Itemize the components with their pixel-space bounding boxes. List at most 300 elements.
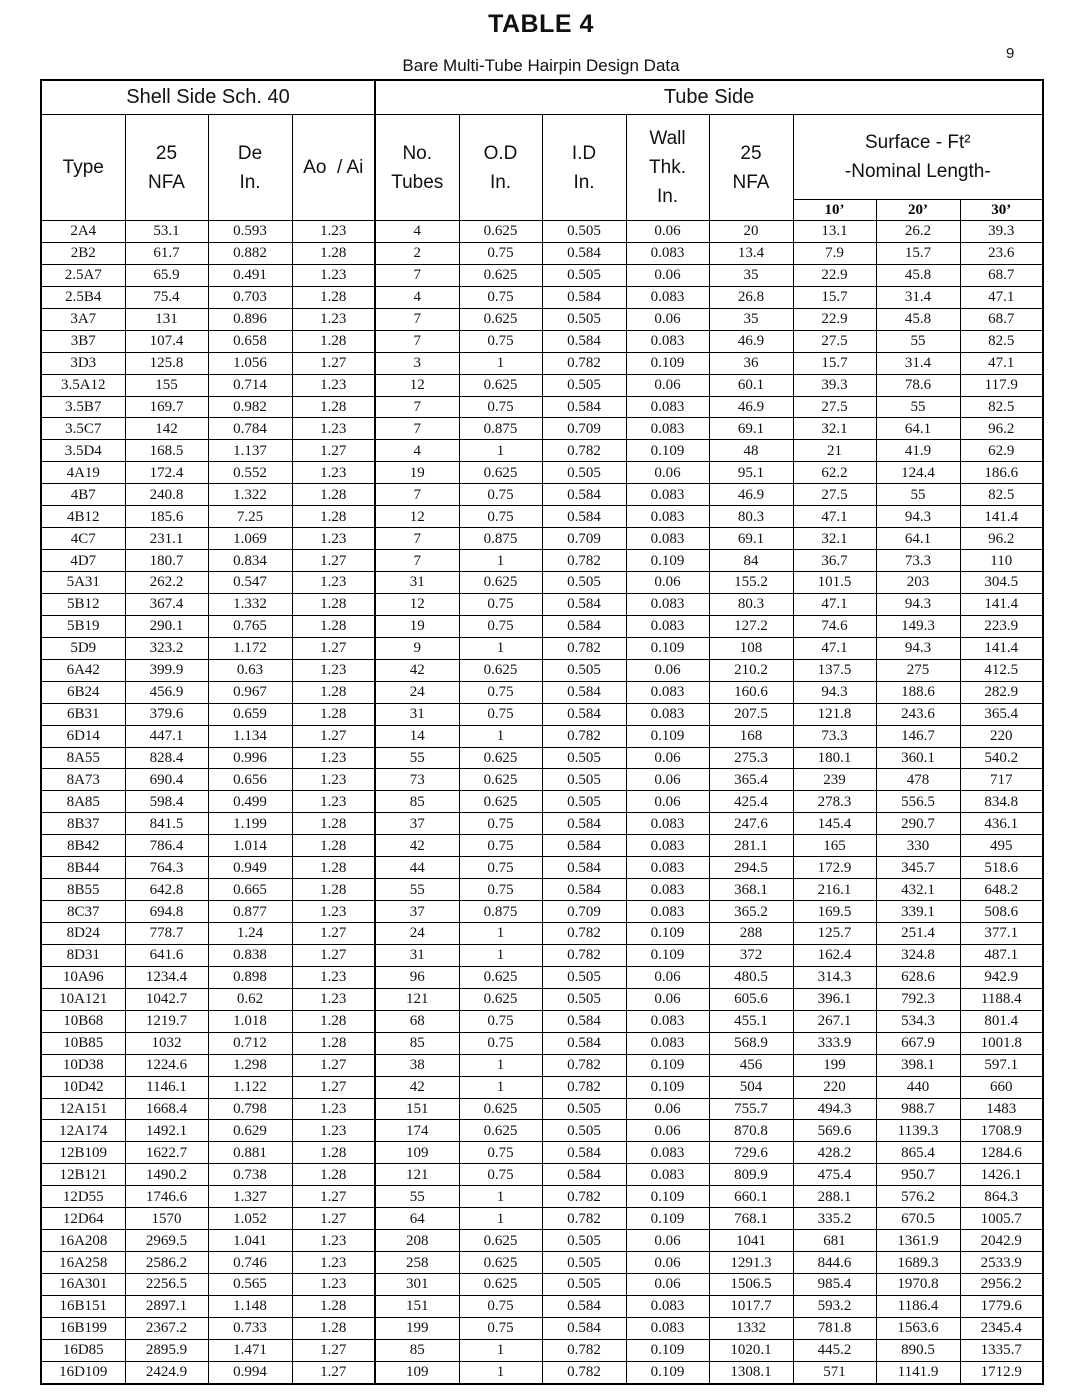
cell-tubes: 121	[375, 988, 459, 1010]
cell-surface-10: 220	[793, 1076, 876, 1098]
table-row	[41, 484, 1043, 506]
cell-ao-ai: 1.27	[292, 550, 375, 572]
cell-wall: 0.083	[626, 330, 709, 352]
cell-surface-20: 31.4	[876, 286, 960, 308]
cell-surface-20: 628.6	[876, 966, 960, 988]
cell-od: 1	[459, 1076, 542, 1098]
cell-id: 0.505	[542, 1098, 626, 1120]
cell-tubes: 7	[375, 484, 459, 506]
cell-od: 0.625	[459, 374, 542, 396]
cell-ao-ai: 1.27	[292, 1208, 375, 1230]
cell-surface-30: 597.1	[960, 1054, 1043, 1076]
cell-de: 0.547	[208, 572, 292, 594]
cell-nfa-tube: 480.5	[709, 966, 793, 988]
cell-surface-20: 41.9	[876, 440, 960, 462]
cell-nfa-shell: 456.9	[125, 681, 208, 703]
cell-type: 2.5A7	[41, 264, 125, 286]
cell-tubes: 258	[375, 1252, 459, 1274]
cell-ao-ai: 1.23	[292, 1274, 375, 1296]
cell-de: 7.25	[208, 506, 292, 528]
cell-surface-20: 55	[876, 484, 960, 506]
table-row	[41, 330, 1043, 352]
cell-surface-10: 494.3	[793, 1098, 876, 1120]
cell-od: 0.75	[459, 681, 542, 703]
cell-nfa-tube: 1041	[709, 1230, 793, 1252]
cell-od: 0.75	[459, 813, 542, 835]
cell-surface-30: 487.1	[960, 944, 1043, 966]
cell-id: 0.584	[542, 1010, 626, 1032]
cell-tubes: 38	[375, 1054, 459, 1076]
table-row	[41, 747, 1043, 769]
col-type	[41, 115, 125, 221]
cell-tubes: 31	[375, 572, 459, 594]
cell-nfa-tube: 768.1	[709, 1208, 793, 1230]
cell-surface-10: 47.1	[793, 637, 876, 659]
cell-surface-10: 199	[793, 1054, 876, 1076]
cell-wall: 0.083	[626, 1142, 709, 1164]
cell-nfa-tube: 48	[709, 440, 793, 462]
cell-nfa-tube: 1020.1	[709, 1339, 793, 1361]
cell-id: 0.782	[542, 1054, 626, 1076]
cell-id: 0.782	[542, 923, 626, 945]
cell-id: 0.782	[542, 1339, 626, 1361]
cell-wall: 0.06	[626, 1274, 709, 1296]
col-wall-line3: In.	[656, 186, 679, 207]
cell-surface-30: 1779.6	[960, 1295, 1043, 1317]
cell-nfa-shell: 2256.5	[125, 1274, 208, 1296]
cell-surface-10: 27.5	[793, 484, 876, 506]
cell-ao-ai: 1.23	[292, 791, 375, 813]
cell-wall: 0.083	[626, 879, 709, 901]
cell-wall: 0.109	[626, 1186, 709, 1208]
cell-id: 0.782	[542, 352, 626, 374]
cell-tubes: 4	[375, 221, 459, 243]
cell-nfa-tube: 809.9	[709, 1164, 793, 1186]
cell-od: 0.75	[459, 286, 542, 308]
cell-id: 0.584	[542, 593, 626, 615]
cell-type: 8C37	[41, 901, 125, 923]
cell-wall: 0.083	[626, 1164, 709, 1186]
cell-id: 0.584	[542, 835, 626, 857]
table-row	[41, 374, 1043, 396]
cell-de: 0.491	[208, 264, 292, 286]
cell-id: 0.584	[542, 1295, 626, 1317]
cell-nfa-tube: 870.8	[709, 1120, 793, 1142]
table-row	[41, 659, 1043, 681]
cell-surface-30: 141.4	[960, 637, 1043, 659]
cell-type: 3A7	[41, 308, 125, 330]
table-row	[41, 901, 1043, 923]
cell-wall: 0.06	[626, 747, 709, 769]
cell-od: 0.75	[459, 1010, 542, 1032]
cell-tubes: 73	[375, 769, 459, 791]
cell-id: 0.584	[542, 506, 626, 528]
cell-wall: 0.109	[626, 923, 709, 945]
cell-nfa-shell: 61.7	[125, 242, 208, 264]
cell-type: 12A174	[41, 1120, 125, 1142]
cell-surface-20: 556.5	[876, 791, 960, 813]
cell-nfa-shell: 65.9	[125, 264, 208, 286]
cell-surface-30: 1335.7	[960, 1339, 1043, 1361]
cell-ao-ai: 1.27	[292, 1361, 375, 1384]
cell-de: 1.332	[208, 593, 292, 615]
cell-type: 8B55	[41, 879, 125, 901]
cell-type: 16A258	[41, 1252, 125, 1274]
cell-type: 8B37	[41, 813, 125, 835]
table-row	[41, 1164, 1043, 1186]
cell-type: 6B24	[41, 681, 125, 703]
cell-nfa-shell: 2969.5	[125, 1230, 208, 1252]
cell-od: 0.75	[459, 879, 542, 901]
cell-tubes: 7	[375, 264, 459, 286]
cell-surface-20: 534.3	[876, 1010, 960, 1032]
table-row	[41, 221, 1043, 243]
cell-nfa-shell: 262.2	[125, 572, 208, 594]
cell-id: 0.505	[542, 1252, 626, 1274]
cell-surface-10: 216.1	[793, 879, 876, 901]
cell-surface-30: 801.4	[960, 1010, 1043, 1032]
cell-ao-ai: 1.23	[292, 221, 375, 243]
cell-wall: 0.083	[626, 506, 709, 528]
cell-wall: 0.083	[626, 286, 709, 308]
cell-surface-10: 121.8	[793, 703, 876, 725]
cell-nfa-shell: 1570	[125, 1208, 208, 1230]
cell-od: 0.625	[459, 747, 542, 769]
cell-de: 1.24	[208, 923, 292, 945]
cell-nfa-tube: 13.4	[709, 242, 793, 264]
cell-nfa-shell: 169.7	[125, 396, 208, 418]
col-nfa-shell-line1: 25	[155, 142, 178, 164]
cell-nfa-shell: 367.4	[125, 593, 208, 615]
cell-surface-20: 26.2	[876, 221, 960, 243]
cell-surface-30: 495	[960, 835, 1043, 857]
table-body	[41, 221, 1043, 1385]
cell-od: 1	[459, 1361, 542, 1384]
cell-nfa-shell: 323.2	[125, 637, 208, 659]
cell-surface-30: 1005.7	[960, 1208, 1043, 1230]
cell-wall: 0.083	[626, 901, 709, 923]
cell-od: 0.875	[459, 528, 542, 550]
cell-nfa-tube: 160.6	[709, 681, 793, 703]
cell-id: 0.584	[542, 1032, 626, 1054]
cell-wall: 0.109	[626, 1339, 709, 1361]
cell-type: 4B12	[41, 506, 125, 528]
cell-od: 0.625	[459, 264, 542, 286]
cell-surface-30: 2042.9	[960, 1230, 1043, 1252]
cell-surface-10: 396.1	[793, 988, 876, 1010]
cell-surface-10: 445.2	[793, 1339, 876, 1361]
cell-nfa-tube: 372	[709, 944, 793, 966]
cell-id: 0.505	[542, 264, 626, 286]
cell-nfa-tube: 281.1	[709, 835, 793, 857]
cell-surface-20: 149.3	[876, 615, 960, 637]
cell-nfa-tube: 1308.1	[709, 1361, 793, 1384]
table-row	[41, 1098, 1043, 1120]
cell-nfa-tube: 365.2	[709, 901, 793, 923]
cell-tubes: 19	[375, 462, 459, 484]
cell-tubes: 3	[375, 352, 459, 374]
cell-id: 0.782	[542, 637, 626, 659]
table-row	[41, 791, 1043, 813]
cell-surface-20: 188.6	[876, 681, 960, 703]
table-row	[41, 988, 1043, 1010]
cell-surface-30: 23.6	[960, 242, 1043, 264]
table-row	[41, 1142, 1043, 1164]
cell-od: 0.75	[459, 1142, 542, 1164]
cell-id: 0.584	[542, 330, 626, 352]
cell-surface-30: 412.5	[960, 659, 1043, 681]
cell-type: 3.5B7	[41, 396, 125, 418]
cell-surface-20: 1361.9	[876, 1230, 960, 1252]
col-od	[459, 115, 542, 221]
cell-surface-30: 68.7	[960, 264, 1043, 286]
cell-ao-ai: 1.27	[292, 1076, 375, 1098]
tube-side-header: Tube Side	[375, 80, 1043, 115]
cell-wall: 0.083	[626, 242, 709, 264]
cell-ao-ai: 1.28	[292, 835, 375, 857]
cell-od: 1	[459, 1339, 542, 1361]
cell-surface-30: 110	[960, 550, 1043, 572]
cell-surface-20: 988.7	[876, 1098, 960, 1120]
col-nfa-tube-line2: NFA	[732, 171, 770, 193]
cell-nfa-shell: 2424.9	[125, 1361, 208, 1384]
cell-surface-10: 21	[793, 440, 876, 462]
cell-wall: 0.083	[626, 857, 709, 879]
col-nfa-tube	[709, 115, 793, 221]
cell-type: 12B109	[41, 1142, 125, 1164]
cell-surface-30: 220	[960, 725, 1043, 747]
cell-de: 0.882	[208, 242, 292, 264]
table-row	[41, 725, 1043, 747]
cell-surface-10: 32.1	[793, 528, 876, 550]
cell-ao-ai: 1.28	[292, 484, 375, 506]
cell-nfa-shell: 142	[125, 418, 208, 440]
cell-wall: 0.109	[626, 725, 709, 747]
col-tubes	[375, 115, 459, 221]
cell-surface-20: 78.6	[876, 374, 960, 396]
cell-surface-10: 74.6	[793, 615, 876, 637]
cell-id: 0.505	[542, 791, 626, 813]
cell-id: 0.505	[542, 747, 626, 769]
cell-surface-10: 475.4	[793, 1164, 876, 1186]
cell-surface-20: 73.3	[876, 550, 960, 572]
table-row	[41, 528, 1043, 550]
cell-surface-20: 670.5	[876, 1208, 960, 1230]
cell-surface-30: 47.1	[960, 286, 1043, 308]
cell-ao-ai: 1.27	[292, 1186, 375, 1208]
table-row	[41, 418, 1043, 440]
cell-de: 0.63	[208, 659, 292, 681]
cell-surface-20: 890.5	[876, 1339, 960, 1361]
cell-ao-ai: 1.28	[292, 813, 375, 835]
cell-id: 0.584	[542, 615, 626, 637]
cell-tubes: 199	[375, 1317, 459, 1339]
cell-tubes: 55	[375, 1186, 459, 1208]
cell-od: 0.625	[459, 308, 542, 330]
cell-nfa-shell: 1492.1	[125, 1120, 208, 1142]
cell-nfa-shell: 641.6	[125, 944, 208, 966]
table-row	[41, 879, 1043, 901]
cell-id: 0.505	[542, 1274, 626, 1296]
cell-nfa-tube: 84	[709, 550, 793, 572]
cell-od: 0.75	[459, 857, 542, 879]
cell-de: 1.041	[208, 1230, 292, 1252]
cell-ao-ai: 1.23	[292, 659, 375, 681]
cell-id: 0.505	[542, 462, 626, 484]
cell-surface-20: 275	[876, 659, 960, 681]
cell-nfa-tube: 155.2	[709, 572, 793, 594]
cell-surface-30: 2345.4	[960, 1317, 1043, 1339]
cell-nfa-tube: 95.1	[709, 462, 793, 484]
cell-de: 0.552	[208, 462, 292, 484]
cell-nfa-shell: 168.5	[125, 440, 208, 462]
table-row	[41, 1076, 1043, 1098]
cell-surface-10: 844.6	[793, 1252, 876, 1274]
cell-wall: 0.06	[626, 988, 709, 1010]
cell-ao-ai: 1.28	[292, 857, 375, 879]
cell-surface-10: 571	[793, 1361, 876, 1384]
cell-nfa-tube: 729.6	[709, 1142, 793, 1164]
cell-de: 1.052	[208, 1208, 292, 1230]
cell-tubes: 37	[375, 813, 459, 835]
cell-surface-10: 278.3	[793, 791, 876, 813]
cell-surface-10: 7.9	[793, 242, 876, 264]
cell-surface-30: 1712.9	[960, 1361, 1043, 1384]
cell-tubes: 55	[375, 879, 459, 901]
cell-surface-30: 223.9	[960, 615, 1043, 637]
col-type-label: Type	[62, 157, 104, 178]
cell-surface-20: 1970.8	[876, 1274, 960, 1296]
cell-type: 12D64	[41, 1208, 125, 1230]
cell-ao-ai: 1.23	[292, 1098, 375, 1120]
cell-surface-20: 576.2	[876, 1186, 960, 1208]
cell-surface-30: 39.3	[960, 221, 1043, 243]
cell-nfa-tube: 275.3	[709, 747, 793, 769]
cell-ao-ai: 1.23	[292, 572, 375, 594]
table-row	[41, 1274, 1043, 1296]
cell-wall: 0.083	[626, 1010, 709, 1032]
table-row	[41, 1339, 1043, 1361]
cell-surface-10: 335.2	[793, 1208, 876, 1230]
cell-surface-20: 251.4	[876, 923, 960, 945]
cell-ao-ai: 1.27	[292, 725, 375, 747]
cell-ao-ai: 1.23	[292, 264, 375, 286]
cell-surface-10: 39.3	[793, 374, 876, 396]
table-title: TABLE 4	[488, 10, 594, 38]
cell-type: 4D7	[41, 550, 125, 572]
col-id-line2: In.	[573, 171, 595, 193]
cell-od: 0.75	[459, 593, 542, 615]
cell-nfa-shell: 1234.4	[125, 966, 208, 988]
cell-ao-ai: 1.28	[292, 703, 375, 725]
cell-de: 1.014	[208, 835, 292, 857]
table-row	[41, 857, 1043, 879]
cell-ao-ai: 1.27	[292, 440, 375, 462]
cell-type: 8A55	[41, 747, 125, 769]
cell-od: 1	[459, 725, 542, 747]
cell-surface-10: 180.1	[793, 747, 876, 769]
cell-surface-10: 428.2	[793, 1142, 876, 1164]
table-row	[41, 1295, 1043, 1317]
cell-type: 3.5A12	[41, 374, 125, 396]
table-row	[41, 615, 1043, 637]
cell-ao-ai: 1.28	[292, 1142, 375, 1164]
cell-surface-20: 360.1	[876, 747, 960, 769]
cell-nfa-shell: 131	[125, 308, 208, 330]
cell-id: 0.782	[542, 725, 626, 747]
cell-id: 0.782	[542, 1208, 626, 1230]
cell-wall: 0.083	[626, 1317, 709, 1339]
cell-surface-30: 518.6	[960, 857, 1043, 879]
cell-surface-30: 540.2	[960, 747, 1043, 769]
cell-od: 0.75	[459, 506, 542, 528]
cell-nfa-shell: 1219.7	[125, 1010, 208, 1032]
cell-wall: 0.06	[626, 1098, 709, 1120]
cell-type: 16D85	[41, 1339, 125, 1361]
cell-type: 10D42	[41, 1076, 125, 1098]
cell-wall: 0.06	[626, 659, 709, 681]
cell-surface-30: 2533.9	[960, 1252, 1043, 1274]
cell-nfa-shell: 828.4	[125, 747, 208, 769]
cell-tubes: 4	[375, 440, 459, 462]
cell-tubes: 37	[375, 901, 459, 923]
cell-de: 0.665	[208, 879, 292, 901]
cell-tubes: 4	[375, 286, 459, 308]
cell-ao-ai: 1.23	[292, 1230, 375, 1252]
cell-nfa-shell: 172.4	[125, 462, 208, 484]
cell-surface-20: 1139.3	[876, 1120, 960, 1142]
table-row	[41, 813, 1043, 835]
cell-surface-20: 94.3	[876, 506, 960, 528]
cell-surface-10: 22.9	[793, 264, 876, 286]
cell-nfa-tube: 1017.7	[709, 1295, 793, 1317]
cell-tubes: 12	[375, 593, 459, 615]
cell-ao-ai: 1.23	[292, 1252, 375, 1274]
cell-de: 0.834	[208, 550, 292, 572]
cell-od: 0.75	[459, 330, 542, 352]
cell-surface-20: 64.1	[876, 418, 960, 440]
cell-nfa-tube: 368.1	[709, 879, 793, 901]
cell-surface-20: 1141.9	[876, 1361, 960, 1384]
cell-de: 0.712	[208, 1032, 292, 1054]
cell-ao-ai: 1.23	[292, 308, 375, 330]
cell-de: 0.658	[208, 330, 292, 352]
cell-de: 0.898	[208, 966, 292, 988]
cell-od: 0.625	[459, 791, 542, 813]
cell-tubes: 7	[375, 528, 459, 550]
cell-de: 0.703	[208, 286, 292, 308]
cell-tubes: 96	[375, 966, 459, 988]
cell-nfa-tube: 46.9	[709, 396, 793, 418]
cell-id: 0.584	[542, 1164, 626, 1186]
cell-surface-20: 94.3	[876, 637, 960, 659]
cell-type: 4A19	[41, 462, 125, 484]
cell-surface-30: 1708.9	[960, 1120, 1043, 1142]
cell-surface-30: 1188.4	[960, 988, 1043, 1010]
table-row	[41, 1010, 1043, 1032]
cell-wall: 0.109	[626, 1361, 709, 1384]
cell-de: 1.148	[208, 1295, 292, 1317]
cell-nfa-shell: 1032	[125, 1032, 208, 1054]
cell-od: 0.625	[459, 1252, 542, 1274]
cell-nfa-shell: 240.8	[125, 484, 208, 506]
cell-id: 0.709	[542, 901, 626, 923]
cell-id: 0.782	[542, 1076, 626, 1098]
cell-od: 0.75	[459, 703, 542, 725]
cell-nfa-shell: 379.6	[125, 703, 208, 725]
cell-tubes: 7	[375, 550, 459, 572]
cell-od: 0.625	[459, 572, 542, 594]
